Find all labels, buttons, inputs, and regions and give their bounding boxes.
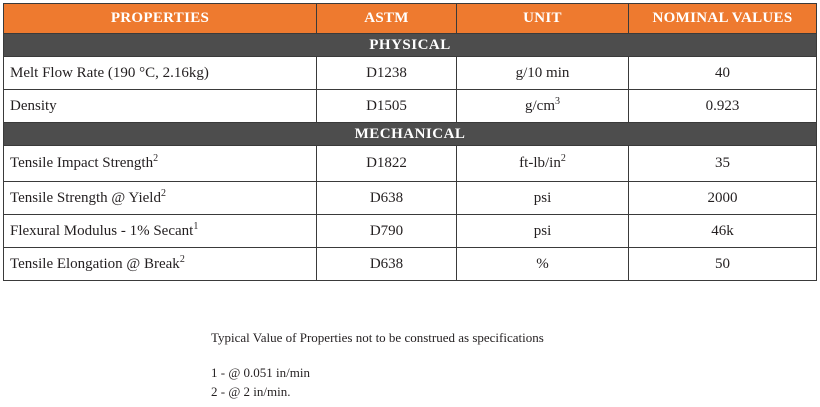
value-cell: 40	[629, 57, 817, 90]
unit-cell	[457, 90, 629, 123]
property-name: Tensile Impact Strength	[10, 155, 154, 171]
unit-text: ft-lb/in	[519, 155, 561, 171]
footnote-2: 2 - @ 2 in/min.	[211, 384, 291, 399]
property-name: Tensile Elongation @ Break	[10, 255, 180, 272]
astm-cell: D790	[317, 215, 457, 248]
disclaimer-note: Typical Value of Properties not to be construed as specifications	[211, 330, 544, 345]
table-row	[4, 146, 817, 182]
header-astm: ASTM	[317, 4, 457, 34]
astm-cell: D638	[317, 248, 457, 281]
table-row	[4, 57, 817, 90]
unit-cell	[457, 146, 629, 182]
astm-cell: D1238	[317, 57, 457, 90]
table-row	[4, 248, 817, 281]
unit-text: g/cm	[525, 97, 555, 114]
header-unit: UNIT	[457, 4, 629, 34]
header-nominal-values: NOMINAL VALUES	[629, 4, 817, 34]
property-cell	[4, 146, 317, 182]
property-name: Tensile Strength @ Yield	[10, 189, 161, 206]
astm-cell: D1822	[317, 146, 457, 182]
property-cell	[4, 215, 317, 248]
unit-cell: g/10 min	[457, 57, 629, 90]
section-mechanical	[4, 123, 817, 146]
footnote-marker: 2	[179, 253, 185, 265]
table-row	[4, 182, 817, 215]
property-name: Flexural Modulus - 1% Secant	[10, 222, 194, 239]
unit-superscript: 2	[560, 153, 566, 164]
property-cell	[4, 248, 317, 281]
property-cell	[4, 57, 317, 90]
section-physical	[4, 34, 817, 57]
property-cell	[4, 90, 317, 123]
footnote-marker: 2	[160, 187, 166, 199]
section-title: PHYSICAL	[4, 34, 817, 57]
property-cell	[4, 182, 317, 215]
properties-table	[3, 3, 817, 281]
value-cell: 46k	[629, 215, 817, 248]
value-cell: 35	[629, 146, 817, 182]
unit-cell: psi	[457, 182, 629, 215]
table-header-row	[4, 4, 817, 34]
astm-cell: D638	[317, 182, 457, 215]
header-properties: PROPERTIES	[4, 4, 317, 34]
value-cell: 2000	[629, 182, 817, 215]
astm-cell: D1505	[317, 90, 457, 123]
value-cell: 0.923	[629, 90, 817, 123]
unit-cell: %	[457, 248, 629, 281]
table-row	[4, 90, 817, 123]
footnote-marker: 2	[153, 153, 159, 164]
table-row	[4, 215, 817, 248]
section-title: MECHANICAL	[4, 123, 817, 146]
footnote-marker: 1	[193, 220, 199, 232]
unit-cell: psi	[457, 215, 629, 248]
unit-superscript: 3	[555, 95, 560, 107]
value-cell: 50	[629, 248, 817, 281]
property-name: Melt Flow Rate (190 °C, 2.16kg)	[10, 64, 209, 81]
footnote-1: 1 - @ 0.051 in/min	[211, 365, 310, 380]
property-name: Density	[10, 97, 57, 114]
